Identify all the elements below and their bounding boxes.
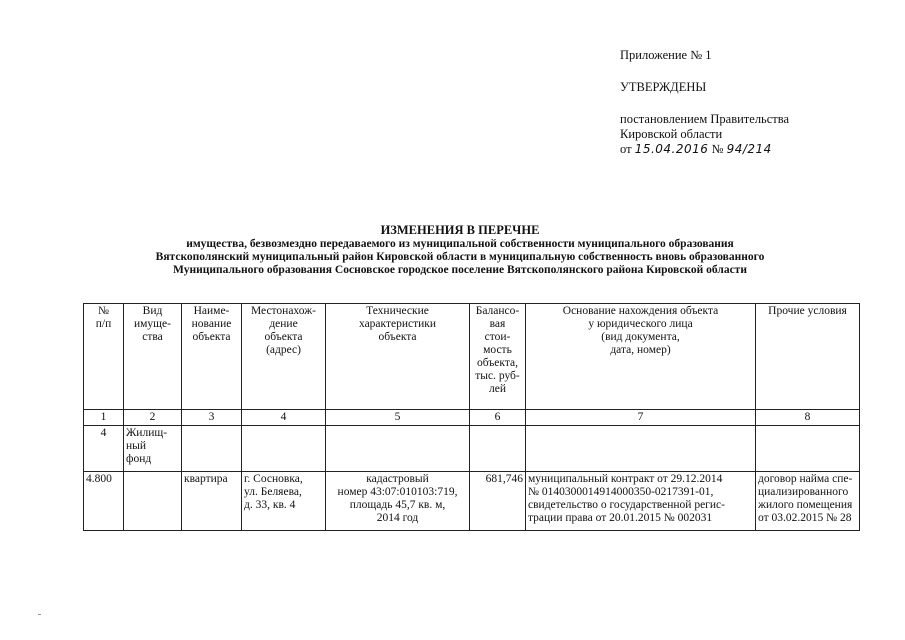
- empty-cell: [526, 426, 756, 472]
- empty-cell: [756, 426, 860, 472]
- number-prefix: №: [711, 142, 724, 156]
- empty-cell: [470, 426, 526, 472]
- empty-cell: [242, 426, 326, 472]
- appendix-label: Приложение № 1: [620, 48, 712, 62]
- document-title: [70, 224, 850, 277]
- appendix-block: [620, 48, 789, 157]
- header-cell-basis: Основание нахождения объекта у юридического лица (вид документа, дата, номер): [526, 304, 756, 410]
- header-cell-num: № п/п: [84, 304, 124, 410]
- title-line-1: имущества, безвозмездно передаваемого из муниципальной собственности муниципального образования: [186, 238, 734, 250]
- table-header-row: [84, 304, 860, 410]
- handwritten-number: 94/214: [726, 142, 772, 156]
- item-address: г. Сосновка, ул. Беляева, д. 33, кв. 4: [242, 472, 326, 531]
- header-cell-value: Балансо- вая стои- мость объекта, тыс. руб- лей: [470, 304, 526, 410]
- item-tech: кадастровый номер 43:07:010103:719, площадь 45,7 кв. м, 2014 год: [326, 472, 470, 531]
- col-number: 1: [84, 410, 124, 426]
- item-num: 4.800: [84, 472, 124, 531]
- col-number: 2: [124, 410, 182, 426]
- empty-cell: [182, 426, 242, 472]
- handwritten-date: 15.04.2016: [634, 142, 709, 156]
- item-name: квартира: [182, 472, 242, 531]
- col-number: 6: [470, 410, 526, 426]
- table-row: [84, 472, 860, 531]
- item-value: 681,746: [470, 472, 526, 531]
- title-line-3: Муниципального образования Сосновское городское поселение Вятскополянского района Кировской области: [173, 264, 747, 276]
- item-other: договор найма спе- циализированного жилого помещения от 03.02.2015 № 28: [756, 472, 860, 531]
- col-number: 4: [242, 410, 326, 426]
- empty-cell: [326, 426, 470, 472]
- title-line-2: Вятскополянский муниципальный район Кировской области в муниципальную собственность вновь образованного: [155, 251, 765, 263]
- group-type: Жилищ- ный фонд: [124, 426, 182, 472]
- group-num: 4: [84, 426, 124, 472]
- decree-line-2: Кировской области: [620, 127, 723, 141]
- col-number: 3: [182, 410, 242, 426]
- table-row-group: [84, 426, 860, 472]
- col-number: 5: [326, 410, 470, 426]
- header-cell-type: Вид имуще- ства: [124, 304, 182, 410]
- col-number: 8: [756, 410, 860, 426]
- header-cell-tech: Технические характеристики объекта: [326, 304, 470, 410]
- item-basis: муниципальный контракт от 29.12.2014 № 0140300014914000350-0217391-01, свидетельство о государственной регис- трации права от 20.01.2015 № 002031: [526, 472, 756, 531]
- decree-line-1: постановлением Правительства: [620, 112, 790, 126]
- approved-heading: УТВЕРЖДЕНЫ: [620, 80, 707, 94]
- col-number: 7: [526, 410, 756, 426]
- title-main: ИЗМЕНЕНИЯ В ПЕРЕЧНЕ: [380, 223, 540, 237]
- date-prefix: от: [620, 142, 632, 156]
- property-table: [83, 303, 860, 531]
- item-type: [124, 472, 182, 531]
- header-cell-other: Прочие условия: [756, 304, 860, 410]
- header-cell-name: Наиме- нование объекта: [182, 304, 242, 410]
- decree-date-line: [620, 142, 789, 157]
- column-number-row: [84, 410, 860, 426]
- header-cell-address: Местонахож- дение объекта (адрес): [242, 304, 326, 410]
- scan-speck: [38, 614, 41, 615]
